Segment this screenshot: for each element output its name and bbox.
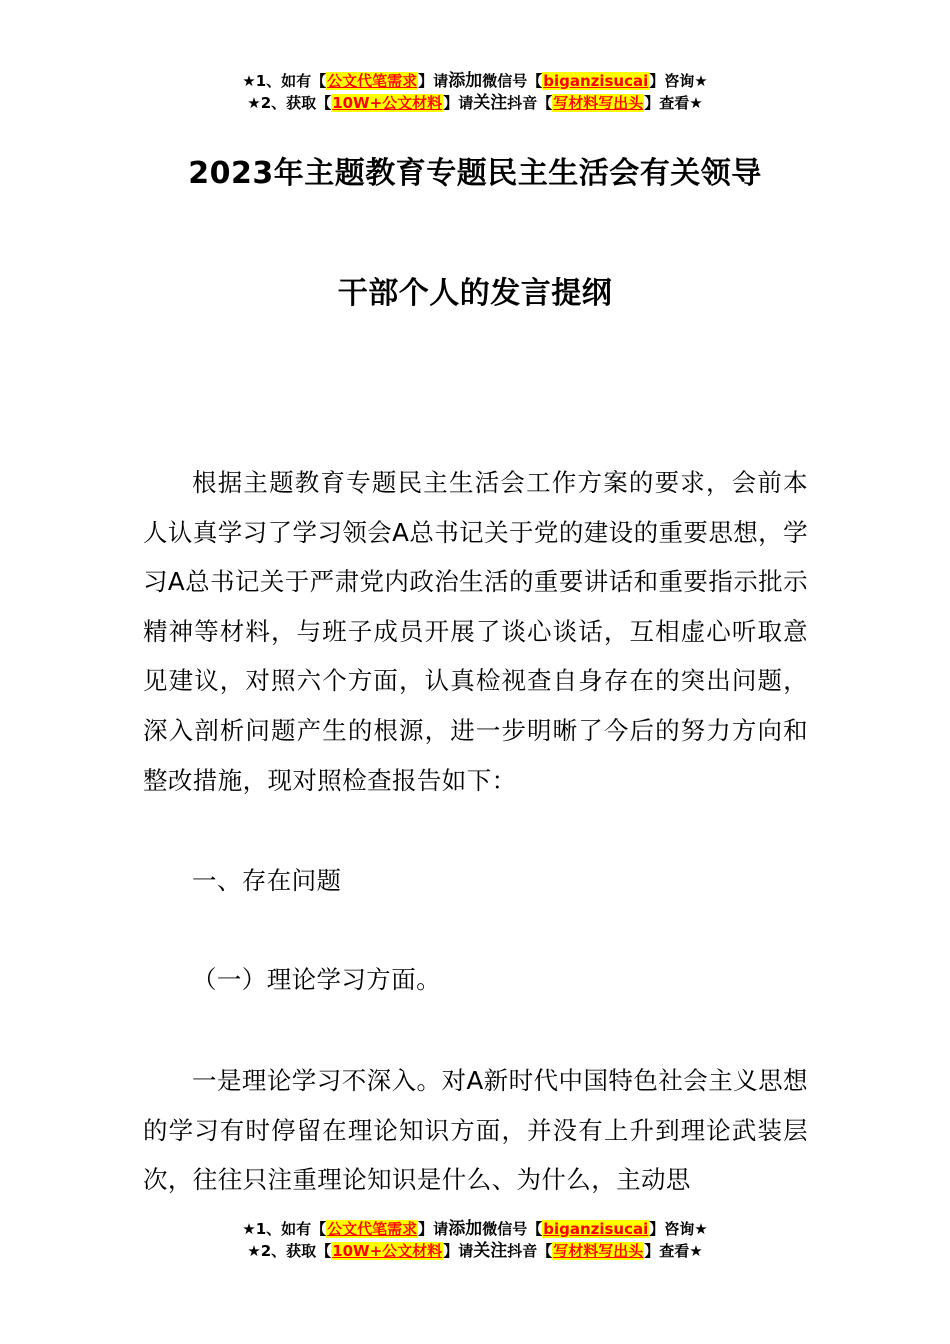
banner-line-1: [0, 1218, 950, 1240]
banner-emphasis: 关注: [473, 93, 508, 113]
banner-text: 】请: [443, 1242, 474, 1260]
footer-banner: [0, 1218, 950, 1262]
banner-text: 】咨询★: [649, 1220, 708, 1238]
banner-highlight: biganzisucai: [543, 72, 649, 90]
banner-text: ★2、获取【: [247, 94, 332, 112]
banner-text: 】咨询★: [649, 72, 708, 90]
banner-emphasis: 关注: [473, 1241, 508, 1261]
banner-text: ★1、如有【: [242, 72, 327, 90]
banner-line-2: [0, 1240, 950, 1262]
banner-text: ★2、获取【: [247, 1242, 332, 1260]
banner-text: 】查看★: [644, 94, 703, 112]
banner-line-1: [0, 70, 950, 92]
section-heading: 一、存在问题: [192, 866, 342, 895]
banner-emphasis: 添加: [448, 1219, 483, 1239]
subsection-heading: （一）理论学习方面。: [192, 965, 441, 994]
banner-text: 抖音【: [507, 94, 553, 112]
banner-text: 】查看★: [644, 1242, 703, 1260]
banner-emphasis: 添加: [448, 71, 483, 91]
banner-text: ★1、如有【: [242, 1220, 327, 1238]
banner-highlight: 公文代笔需求: [327, 72, 418, 90]
banner-text: 抖音【: [507, 1242, 553, 1260]
banner-text: 】请: [418, 1220, 449, 1238]
banner-line-2: [0, 92, 950, 114]
header-banner: [0, 70, 950, 114]
banner-text: 】请: [418, 72, 449, 90]
banner-text: 微信号【: [482, 72, 543, 90]
banner-highlight: 10W+公文材料: [332, 94, 443, 112]
document-title-line-2: 干部个人的发言提纲: [337, 276, 613, 311]
banner-highlight: 公文代笔需求: [327, 1220, 418, 1238]
banner-text: 微信号【: [482, 1220, 543, 1238]
banner-text: 】请: [443, 94, 474, 112]
banner-highlight: 写材料写出头: [553, 94, 644, 112]
body-paragraph: 一是理论学习不深入。对A新时代中国特色社会主义思想的学习有时停留在理论知识方面，并没有上升到理论武装层次，往往只注重理论知识是什么、为什么，主动思: [143, 1066, 808, 1195]
banner-highlight: 写材料写出头: [553, 1242, 644, 1260]
document-title-line-1: 2023年主题教育专题民主生活会有关领导: [188, 156, 762, 191]
banner-highlight: 10W+公文材料: [332, 1242, 443, 1260]
banner-highlight: biganzisucai: [543, 1220, 649, 1238]
intro-paragraph: 根据主题教育专题民主生活会工作方案的要求，会前本人认真学习了学习领会A总书记关于党的建设的重要思想，学习A总书记关于严肃党内政治生活的重要讲话和重要指示批示精神等材料，与班子成员开展了谈心谈话，互相虚心听取意见建议，对照六个方面，认真检视查自身存在的突出问题，深入剖析问题产生的根源，进一步明晰了今后的努力方向和整改措施，现对照检查报告如下：: [143, 468, 808, 795]
